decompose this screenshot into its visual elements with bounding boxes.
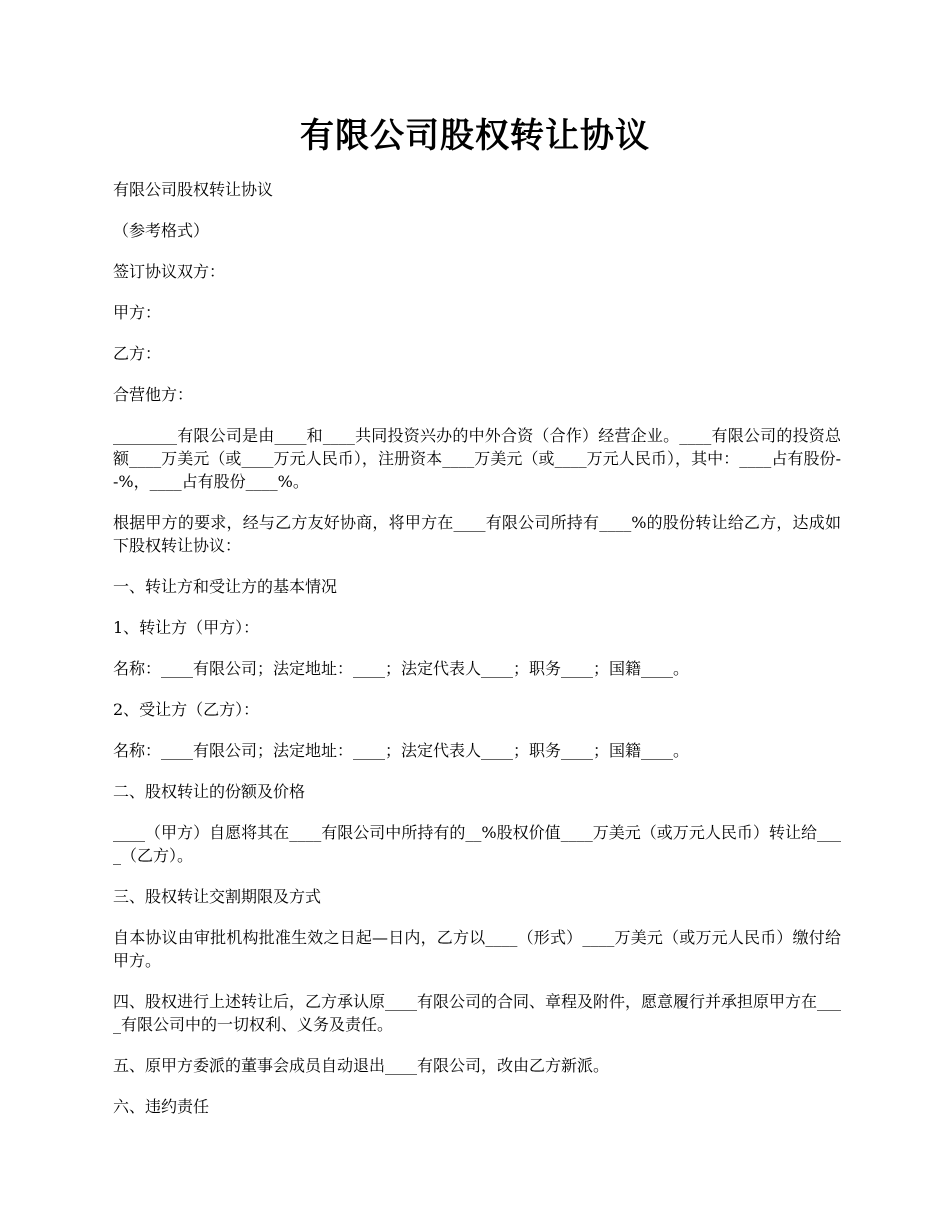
section-heading-delivery: 三、股权转让交割期限及方式 (113, 887, 322, 906)
paragraph-transferor-details: 名称：____有限公司；法定地址：____；法定代表人____；职务____；国籍____。 (113, 659, 690, 678)
document-body (113, 178, 841, 1136)
paragraph-transferee-details: 名称：____有限公司；法定地址：____；法定代表人____；职务____；国籍____。 (113, 741, 690, 760)
paragraph-transferee-heading: 2、受让方（乙方）： (113, 700, 260, 719)
paragraph-subtitle: 有限公司股权转让协议 (113, 180, 274, 199)
section-paragraph-obligations: 四、股权进行上述转让后，乙方承认原____有限公司的合同、章程及附件，愿意履行并承担原甲方在____有限公司中的一切权利、义务及责任。 (113, 992, 842, 1034)
section-paragraph-board: 五、原甲方委派的董事会成员自动退出____有限公司，改由乙方新派。 (113, 1056, 610, 1075)
paragraph-party-a: 甲方： (113, 303, 162, 322)
section-heading-basic-info: 一、转让方和受让方的基本情况 (113, 577, 338, 596)
paragraph-agreement-basis: 根据甲方的要求，经与乙方友好协商，将甲方在____有限公司所持有____%的股份转让给乙方，达成如下股权转让协议： (113, 513, 841, 555)
paragraph-party-b: 乙方： (113, 344, 162, 363)
section-heading-liability: 六、违约责任 (113, 1097, 210, 1116)
document-title: 有限公司股权转让协议 (300, 116, 650, 156)
paragraph-other-party: 合营他方： (113, 385, 194, 404)
paragraph-company-intro: ________有限公司是由____和____共同投资兴办的中外合资（合作）经营企业。____有限公司的投资总额____万美元（或____万元人民币），注册资本____万美元（或____万元人民币），其中：____占有股份--%，____占有股份____%。 (113, 426, 841, 491)
paragraph-parties-heading: 签订协议双方： (113, 262, 226, 281)
paragraph-share-price: ____（甲方）自愿将其在____有限公司中所持有的__%股权价值____万美元（或万元人民币）转让给____（乙方）。 (113, 823, 841, 865)
paragraph-delivery: 自本协议由审批机构批准生效之日起—日内，乙方以____（形式）____万美元（或万元人民币）缴付给甲方。 (113, 928, 841, 970)
section-heading-share-price: 二、股权转让的份额及价格 (113, 782, 306, 801)
paragraph-transferor-heading: 1、转让方（甲方）： (113, 618, 260, 637)
paragraph-reference-format: （参考格式） (113, 221, 210, 240)
